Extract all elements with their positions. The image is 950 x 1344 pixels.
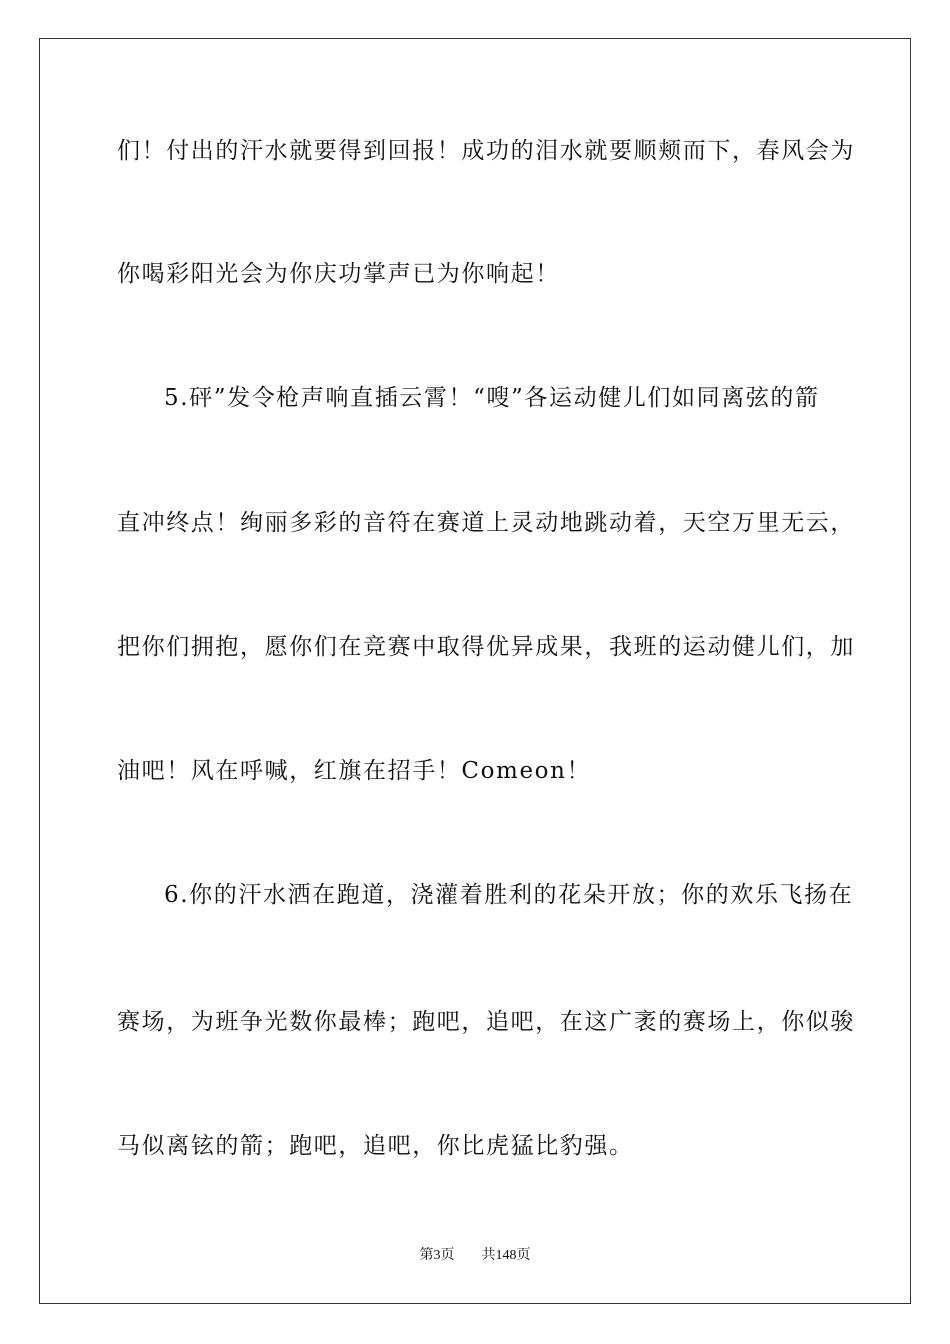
total-pages: 共148页 [481,1248,531,1263]
paragraph-line: 油吧！风在呼喊，红旗在招手！Comeon！ [117,758,592,784]
paragraph-line: 直冲终点！绚丽多彩的音符在赛道上灵动地跳动着，天空万里无云， [117,510,855,536]
paragraph-line: 把你们拥抱，愿你们在竞赛中取得优异成果，我班的运动健儿们，加 [117,634,855,660]
page-border [39,38,911,1304]
paragraph-line: 5.砰”发令枪声响直插云霄！“嗖”各运动健儿们如同离弦的箭 [164,385,820,411]
paragraph-line: 马似离铉的箭；跑吧，追吧，你比虎猛比豹强。 [117,1133,634,1159]
paragraph-line: 你喝彩阳光会为你庆功掌声已为你响起！ [117,261,560,287]
paragraph-line: 赛场，为班争光数你最棒；跑吧，追吧，在这广袤的赛场上，你似骏 [117,1009,855,1035]
paragraph-line: 们！付出的汗水就要得到回报！成功的泪水就要顺颊而下，春风会为 [117,138,855,164]
paragraph-line: 6.你的汗水洒在跑道，浇灌着胜利的花朵开放；你的欢乐飞扬在 [164,882,854,908]
page-number: 第3页 [419,1248,455,1263]
page-footer [0,1246,950,1266]
